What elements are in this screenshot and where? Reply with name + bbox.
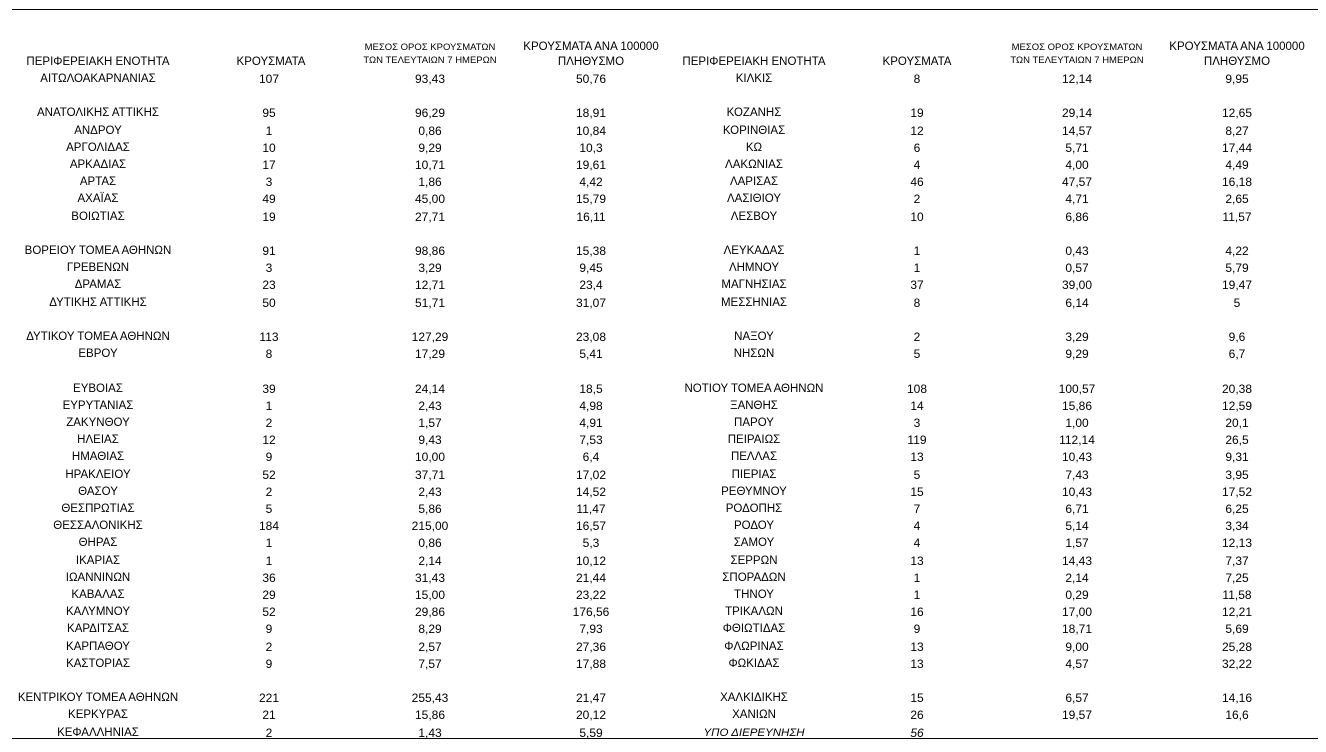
left-per100k-value: 23,22 <box>575 588 607 602</box>
left-region-name: ΑΧΑΪΑΣ <box>77 193 119 206</box>
right-per100k-value: 17,44 <box>1221 140 1253 155</box>
right-avg7-value: 4,57 <box>1065 656 1089 671</box>
left-avg7-value: 9,29 <box>418 140 442 155</box>
right-region-name: ΠΑΡΟΥ <box>734 417 774 429</box>
right-per100k-value: 6,7 <box>1228 347 1246 362</box>
header-per100k-right-line1: ΚΡΟΥΣΜΑΤΑ ΑΝΑ 100000 <box>1169 41 1305 53</box>
left-per100k-value: 7,53 <box>579 433 603 448</box>
right-per100k-value: 12,59 <box>1221 398 1253 413</box>
left-per100k-value: 17,88 <box>575 656 607 671</box>
right-avg7-value: 0,43 <box>1065 244 1089 258</box>
left-per100k-value: 18,91 <box>575 106 607 121</box>
right-per100k-value: 3,34 <box>1225 519 1249 534</box>
left-region-name: ΚΑΛΥΜΝΟΥ <box>66 606 130 619</box>
right-region-name: ΚΩ <box>745 141 763 154</box>
right-cases-value: 8 <box>913 295 921 310</box>
right-region-name: ΠΕΙΡΑΙΩΣ <box>727 434 781 447</box>
right-avg7-value: 0,57 <box>1065 261 1089 276</box>
right-cases-value: 5 <box>913 467 921 482</box>
left-avg7-value: 1,43 <box>418 725 442 740</box>
left-region-name: ΚΑΡΔΙΤΣΑΣ <box>67 623 129 636</box>
right-cases-value: 46 <box>910 175 924 190</box>
left-region-name: ΑΡΚΑΔΙΑΣ <box>69 159 127 171</box>
right-per100k-value: 4,49 <box>1225 158 1249 172</box>
left-avg7-value: 7,57 <box>418 656 442 671</box>
right-per100k-value: 9,6 <box>1228 330 1246 344</box>
right-region-name: ΛΕΥΚΑΔΑΣ <box>723 245 785 257</box>
right-region-name: ΤΗΝΟΥ <box>734 589 774 601</box>
left-per100k-value: 23,08 <box>575 330 607 344</box>
right-per100k-value: 5 <box>1233 295 1241 310</box>
right-region-name: ΛΑΚΩΝΙΑΣ <box>725 159 783 171</box>
left-avg7-value: 93,43 <box>414 72 446 86</box>
left-avg7-value: 96,29 <box>414 106 446 121</box>
right-cases-value: 5 <box>913 347 921 362</box>
right-avg7-value: 9,29 <box>1065 347 1089 362</box>
left-region-name: ΑΝΑΤΟΛΙΚΗΣ ΑΤΤΙΚΗΣ <box>36 107 160 120</box>
right-avg7-value: 6,14 <box>1065 295 1089 310</box>
right-avg7-value: 6,57 <box>1065 691 1089 706</box>
left-cases-value: 2 <box>265 484 273 499</box>
left-region-name: ΘΗΡΑΣ <box>78 537 118 550</box>
right-cases-value: 19 <box>910 106 924 121</box>
right-avg7-value: 4,71 <box>1065 192 1089 207</box>
left-per100k-value: 23,4 <box>579 278 603 293</box>
left-cases-value: 3 <box>265 261 273 276</box>
left-per100k-value: 5,59 <box>579 725 603 740</box>
right-cases-value: 4 <box>913 519 921 534</box>
right-avg7-value: 100,57 <box>1058 381 1096 396</box>
header-per100k-left-line2: ΠΛΗΘΥΣΜΟ <box>557 56 625 68</box>
right-cases-value: 13 <box>910 639 924 654</box>
left-avg7-value: 24,14 <box>414 381 446 396</box>
left-region-name: ΘΕΣΣΑΛΟΝΙΚΗΣ <box>53 520 143 533</box>
left-cases-value: 23 <box>262 278 276 293</box>
right-region-name: ΚΟΖΑΝΗΣ <box>726 107 782 120</box>
right-cases-value: 7 <box>913 502 921 516</box>
right-region-name: ΝΗΣΩΝ <box>733 348 775 361</box>
right-per100k-value: 5,79 <box>1225 261 1249 276</box>
left-avg7-value: 12,71 <box>414 278 446 293</box>
left-avg7-value: 127,29 <box>411 330 449 344</box>
left-region-name: ΒΟΙΩΤΙΑΣ <box>71 210 125 223</box>
right-region-name: ΦΘΙΩΤΙΔΑΣ <box>722 623 786 636</box>
left-avg7-value: 15,00 <box>414 588 446 602</box>
right-cases-value: 37 <box>910 278 924 293</box>
right-avg7-value: 17,00 <box>1061 605 1093 620</box>
right-per100k-value: 26,5 <box>1225 433 1249 448</box>
left-per100k-value: 4,98 <box>579 398 603 413</box>
left-avg7-value: 31,43 <box>414 570 446 585</box>
left-cases-value: 184 <box>258 519 280 534</box>
right-cases-value: 56 <box>910 725 924 740</box>
left-avg7-value: 10,71 <box>414 158 446 172</box>
right-cases-value: 2 <box>913 330 921 344</box>
right-region-name: ΧΑΝΙΩΝ <box>732 709 776 722</box>
left-cases-value: 113 <box>259 330 279 344</box>
right-region-name: ΛΑΡΙΣΑΣ <box>729 176 779 189</box>
header-cases-left: ΚΡΟΥΣΜΑΤΑ <box>236 56 306 68</box>
left-cases-value: 17 <box>262 158 276 172</box>
left-per100k-value: 50,76 <box>575 72 607 86</box>
left-avg7-value: 37,71 <box>414 467 446 482</box>
left-per100k-value: 20,12 <box>575 708 607 723</box>
header-avg7-left-line1: ΜΕΣΟΣ ΟΡΟΣ ΚΡΟΥΣΜΑΤΩΝ <box>364 42 496 53</box>
left-region-name: ΕΒΡΟΥ <box>78 348 118 361</box>
left-per100k-value: 4,42 <box>579 175 603 190</box>
right-region-name: ΞΑΝΘΗΣ <box>730 399 778 412</box>
left-region-name: ΗΜΑΘΙΑΣ <box>71 451 125 464</box>
right-region-name: ΜΕΣΣΗΝΙΑΣ <box>720 296 788 309</box>
right-region-name: ΣΕΡΡΩΝ <box>730 554 778 567</box>
left-per100k-value: 9,45 <box>579 261 603 276</box>
table-bottom-border <box>12 738 1318 739</box>
left-region-name: ΔΥΤΙΚΟΥ ΤΟΜΕΑ ΑΘΗΝΩΝ <box>26 331 170 343</box>
left-cases-value: 95 <box>262 106 276 121</box>
right-cases-value: 13 <box>910 656 924 671</box>
left-per100k-value: 10,3 <box>579 140 603 155</box>
left-region-name: ΚΑΒΑΛΑΣ <box>71 589 125 601</box>
left-region-name: ΖΑΚΥΝΘΟΥ <box>66 417 130 429</box>
right-cases-value: 13 <box>910 553 924 568</box>
left-per100k-value: 21,44 <box>575 570 607 585</box>
left-cases-value: 1 <box>265 536 273 551</box>
right-region-name: ΜΑΓΝΗΣΙΑΣ <box>721 279 787 292</box>
right-per100k-value: 19,47 <box>1221 278 1253 293</box>
right-per100k-value: 4,22 <box>1225 244 1249 258</box>
right-per100k-value: 7,37 <box>1225 553 1249 568</box>
left-cases-value: 29 <box>262 588 276 602</box>
right-per100k-value: 14,16 <box>1221 691 1253 706</box>
right-cases-value: 6 <box>913 140 921 155</box>
left-cases-value: 2 <box>265 416 273 430</box>
header-per100k-left-line1: ΚΡΟΥΣΜΑΤΑ ΑΝΑ 100000 <box>523 41 659 53</box>
right-cases-value: 108 <box>906 381 928 396</box>
left-region-name: ΑΡΓΟΛΙΔΑΣ <box>66 141 130 154</box>
right-avg7-value: 10,43 <box>1061 450 1093 465</box>
right-per100k-value: 9,95 <box>1225 72 1249 86</box>
right-cases-value: 26 <box>910 708 924 723</box>
left-region-name: ΙΚΑΡΙΑΣ <box>75 554 121 567</box>
left-region-name: ΚΑΣΤΟΡΙΑΣ <box>66 657 130 670</box>
left-cases-value: 10 <box>262 140 276 155</box>
right-cases-value: 4 <box>913 536 921 551</box>
left-per100k-value: 17,02 <box>575 467 607 482</box>
right-avg7-value: 6,71 <box>1065 502 1089 516</box>
right-cases-value: 1 <box>913 588 921 602</box>
left-avg7-value: 15,86 <box>414 708 446 723</box>
right-avg7-value: 1,00 <box>1065 416 1089 430</box>
left-cases-value: 1 <box>265 398 273 413</box>
left-per100k-value: 15,79 <box>575 192 607 207</box>
right-avg7-value: 10,43 <box>1061 484 1093 499</box>
right-region-name: ΠΙΕΡΙΑΣ <box>731 468 777 481</box>
left-avg7-value: 2,57 <box>418 639 442 654</box>
left-per100k-value: 4,91 <box>579 416 603 430</box>
right-avg7-value: 5,14 <box>1065 519 1089 534</box>
left-per100k-value: 6,4 <box>582 450 600 465</box>
right-per100k-value: 32,22 <box>1221 656 1253 671</box>
right-per100k-value: 2,65 <box>1225 192 1249 207</box>
right-per100k-value: 17,52 <box>1221 484 1253 499</box>
left-avg7-value: 1,86 <box>418 175 442 190</box>
left-avg7-value: 255,43 <box>411 691 449 706</box>
left-cases-value: 50 <box>262 295 276 310</box>
left-region-name: ΕΥΡΥΤΑΝΙΑΣ <box>62 399 134 412</box>
right-per100k-value: 12,65 <box>1221 106 1253 121</box>
right-avg7-value: 15,86 <box>1061 398 1093 413</box>
left-region-name: ΚΑΡΠΑΘΟΥ <box>66 640 130 653</box>
left-cases-value: 49 <box>262 192 276 207</box>
table-top-border <box>12 9 1318 10</box>
left-cases-value: 39 <box>262 381 276 396</box>
right-per100k-value: 6,25 <box>1225 502 1249 516</box>
right-region-name: ΛΑΣΙΘΙΟΥ <box>726 193 782 206</box>
left-avg7-value: 17,29 <box>414 347 446 362</box>
right-region-name: ΝΑΞΟΥ <box>734 331 774 343</box>
left-region-name: ΔΥΤΙΚΗΣ ΑΤΤΙΚΗΣ <box>49 296 147 309</box>
right-per100k-value: 9,31 <box>1225 450 1249 465</box>
right-cases-value: 8 <box>913 72 921 86</box>
right-per100k-value: 8,27 <box>1225 123 1249 138</box>
right-cases-value: 12 <box>910 123 924 138</box>
left-region-name: ΚΕΝΤΡΙΚΟΥ ΤΟΜΕΑ ΑΘΗΝΩΝ <box>17 692 179 705</box>
right-per100k-value: 25,28 <box>1221 639 1253 654</box>
left-region-name: ΚΕΡΚΥΡΑΣ <box>68 709 128 722</box>
right-region-name: ΡΕΘΥΜΝΟΥ <box>721 485 787 498</box>
right-per100k-value: 11,58 <box>1222 588 1252 602</box>
right-region-name: ΠΕΛΛΑΣ <box>730 451 778 464</box>
right-avg7-value: 18,71 <box>1061 622 1093 637</box>
left-region-name: ΚΕΦΑΛΛΗΝΙΑΣ <box>57 726 139 739</box>
left-per100k-value: 16,11 <box>576 209 606 224</box>
left-cases-value: 1 <box>265 123 273 138</box>
right-cases-value: 10 <box>910 209 924 224</box>
left-per100k-value: 18,5 <box>579 381 603 396</box>
left-region-name: ΗΡΑΚΛΕΙΟΥ <box>65 468 131 481</box>
left-per100k-value: 15,38 <box>575 244 607 258</box>
right-avg7-value: 19,57 <box>1061 708 1093 723</box>
left-region-name: ΒΟΡΕΙΟΥ ΤΟΜΕΑ ΑΘΗΝΩΝ <box>24 245 172 257</box>
right-region-name: ΡΟΔΟΠΗΣ <box>725 503 783 515</box>
right-per100k-value: 7,25 <box>1225 570 1249 585</box>
header-avg7-left-line2: ΤΩΝ ΤΕΛΕΥΤΑΙΩΝ 7 ΗΜΕΡΩΝ <box>363 55 497 66</box>
left-cases-value: 5 <box>265 502 273 516</box>
right-region-name: ΝΟΤΙΟΥ ΤΟΜΕΑ ΑΘΗΝΩΝ <box>684 382 824 395</box>
left-cases-value: 52 <box>262 467 276 482</box>
right-region-name: ΣΑΜΟΥ <box>733 537 775 550</box>
right-avg7-value: 4,00 <box>1065 158 1089 172</box>
left-per100k-value: 31,07 <box>575 295 607 310</box>
left-cases-value: 1 <box>265 553 273 568</box>
left-avg7-value: 27,71 <box>414 209 446 224</box>
right-per100k-value: 20,1 <box>1225 416 1249 430</box>
header-region-left: ΠΕΡΙΦΕΡΕΙΑΚΗ ΕΝΟΤΗΤΑ <box>26 56 170 68</box>
right-cases-value: 1 <box>913 261 921 276</box>
left-avg7-value: 98,86 <box>414 244 446 258</box>
right-avg7-value: 14,57 <box>1061 123 1093 138</box>
left-region-name: ΙΩΑΝΝΙΝΩΝ <box>65 571 131 584</box>
right-avg7-value: 7,43 <box>1065 467 1089 482</box>
header-avg7-right-line2: ΤΩΝ ΤΕΛΕΥΤΑΙΩΝ 7 ΗΜΕΡΩΝ <box>1010 55 1144 66</box>
right-region-name: ΦΩΚΙΔΑΣ <box>728 657 780 670</box>
right-avg7-value: 9,00 <box>1065 639 1089 654</box>
right-region-name: ΚΟΡΙΝΘΙΑΣ <box>722 124 786 137</box>
left-cases-value: 9 <box>265 450 273 465</box>
left-cases-value: 2 <box>265 639 273 654</box>
left-avg7-value: 10,00 <box>414 450 446 465</box>
left-region-name: ΑΙΤΩΛΟΑΚΑΡΝΑΝΙΑΣ <box>40 73 156 85</box>
left-per100k-value: 176,56 <box>572 605 610 620</box>
left-cases-value: 12 <box>262 433 276 448</box>
left-region-name: ΘΑΣΟΥ <box>78 485 118 498</box>
right-region-name: ΣΠΟΡΑΔΩΝ <box>722 571 786 584</box>
right-cases-value: 15 <box>910 484 924 499</box>
left-cases-value: 2 <box>265 725 273 740</box>
left-avg7-value: 0,86 <box>418 536 442 551</box>
right-cases-value: 15 <box>910 691 924 706</box>
right-region-name: ΚΙΛΚΙΣ <box>735 73 773 85</box>
left-per100k-value: 11,47 <box>576 502 606 516</box>
left-region-name: ΗΛΕΙΑΣ <box>77 434 119 447</box>
right-avg7-value: 2,14 <box>1065 570 1089 585</box>
left-per100k-value: 5,41 <box>579 347 603 362</box>
header-region-right: ΠΕΡΙΦΕΡΕΙΑΚΗ ΕΝΟΤΗΤΑ <box>682 56 826 68</box>
right-region-name: ΥΠΟ ΔΙΕΡΕΥΝΗΣΗ <box>703 726 805 739</box>
right-avg7-value: 3,29 <box>1065 330 1089 344</box>
left-region-name: ΔΡΑΜΑΣ <box>74 279 122 292</box>
left-cases-value: 19 <box>262 209 276 224</box>
right-avg7-value: 12,14 <box>1061 72 1093 86</box>
header-avg7-right-line1: ΜΕΣΟΣ ΟΡΟΣ ΚΡΟΥΣΜΑΤΩΝ <box>1011 42 1143 53</box>
left-avg7-value: 2,43 <box>418 398 442 413</box>
right-avg7-value: 5,71 <box>1065 140 1089 155</box>
left-cases-value: 21 <box>262 708 276 723</box>
left-cases-value: 107 <box>258 72 280 86</box>
left-per100k-value: 27,36 <box>575 639 607 654</box>
header-per100k-right-line2: ΠΛΗΘΥΣΜΟ <box>1203 56 1271 68</box>
right-per100k-value: 11,57 <box>1222 209 1252 224</box>
left-region-name: ΓΡΕΒΕΝΩΝ <box>66 262 130 275</box>
right-cases-value: 3 <box>913 416 921 430</box>
left-cases-value: 52 <box>262 605 276 620</box>
right-avg7-value: 112,14 <box>1059 433 1095 448</box>
right-cases-value: 1 <box>913 570 921 585</box>
left-avg7-value: 5,86 <box>418 502 442 516</box>
right-cases-value: 13 <box>910 450 924 465</box>
right-per100k-value: 20,38 <box>1221 381 1253 396</box>
left-region-name: ΕΥΒΟΙΑΣ <box>73 382 123 395</box>
right-per100k-value: 12,21 <box>1221 605 1253 620</box>
left-avg7-value: 51,71 <box>414 295 446 310</box>
left-cases-value: 91 <box>262 244 276 258</box>
left-avg7-value: 2,14 <box>418 553 442 568</box>
right-avg7-value: 29,14 <box>1061 106 1093 121</box>
right-per100k-value: 3,95 <box>1225 467 1249 482</box>
right-avg7-value: 0,29 <box>1065 588 1089 602</box>
right-cases-value: 16 <box>910 605 924 620</box>
left-cases-value: 221 <box>258 691 280 706</box>
left-region-name: ΑΡΤΑΣ <box>79 176 117 189</box>
left-avg7-value: 45,00 <box>414 192 446 207</box>
left-avg7-value: 29,86 <box>414 605 446 620</box>
right-region-name: ΦΛΩΡΙΝΑΣ <box>724 640 784 653</box>
left-cases-value: 9 <box>265 656 273 671</box>
right-cases-value: 119 <box>907 433 927 448</box>
right-region-name: ΡΟΔΟΥ <box>733 520 775 533</box>
right-cases-value: 1 <box>913 244 921 258</box>
left-per100k-value: 16,57 <box>575 519 607 534</box>
left-cases-value: 9 <box>265 622 273 637</box>
right-avg7-value: 6,86 <box>1065 209 1089 224</box>
left-cases-value: 36 <box>262 570 276 585</box>
right-region-name: ΤΡΙΚΑΛΩΝ <box>725 606 783 619</box>
right-per100k-value: 16,6 <box>1225 708 1249 723</box>
right-per100k-value: 16,18 <box>1221 175 1253 190</box>
header-cases-right: ΚΡΟΥΣΜΑΤΑ <box>882 56 952 68</box>
right-region-name: ΛΕΣΒΟΥ <box>730 210 778 223</box>
right-avg7-value: 1,57 <box>1065 536 1089 551</box>
right-avg7-value: 39,00 <box>1061 278 1093 293</box>
left-avg7-value: 1,57 <box>418 416 442 430</box>
left-avg7-value: 3,29 <box>418 261 442 276</box>
left-per100k-value: 10,12 <box>575 553 607 568</box>
left-avg7-value: 2,43 <box>418 484 442 499</box>
left-per100k-value: 14,52 <box>575 484 607 499</box>
left-avg7-value: 215,00 <box>411 519 449 534</box>
left-per100k-value: 19,61 <box>575 158 607 172</box>
left-avg7-value: 8,29 <box>418 622 442 637</box>
left-region-name: ΘΕΣΠΡΩΤΙΑΣ <box>61 503 135 515</box>
right-cases-value: 4 <box>913 158 921 172</box>
left-avg7-value: 0,86 <box>418 123 442 138</box>
left-per100k-value: 7,93 <box>579 622 603 637</box>
right-avg7-value: 47,57 <box>1061 175 1093 190</box>
left-avg7-value: 9,43 <box>418 433 442 448</box>
left-per100k-value: 10,84 <box>575 123 607 138</box>
right-per100k-value: 5,69 <box>1225 622 1249 637</box>
left-per100k-value: 5,3 <box>582 536 600 551</box>
right-per100k-value: 12,13 <box>1221 536 1253 551</box>
left-per100k-value: 21,47 <box>575 691 607 706</box>
right-avg7-value: 14,43 <box>1061 553 1093 568</box>
left-cases-value: 3 <box>265 175 273 190</box>
left-region-name: ΑΝΔΡΟΥ <box>74 124 122 137</box>
left-cases-value: 8 <box>265 347 273 362</box>
right-region-name: ΛΗΜΝΟΥ <box>728 262 780 275</box>
right-cases-value: 14 <box>910 398 924 413</box>
right-cases-value: 2 <box>913 192 921 207</box>
right-region-name: ΧΑΛΚΙΔΙΚΗΣ <box>720 692 788 705</box>
right-cases-value: 9 <box>913 622 921 637</box>
